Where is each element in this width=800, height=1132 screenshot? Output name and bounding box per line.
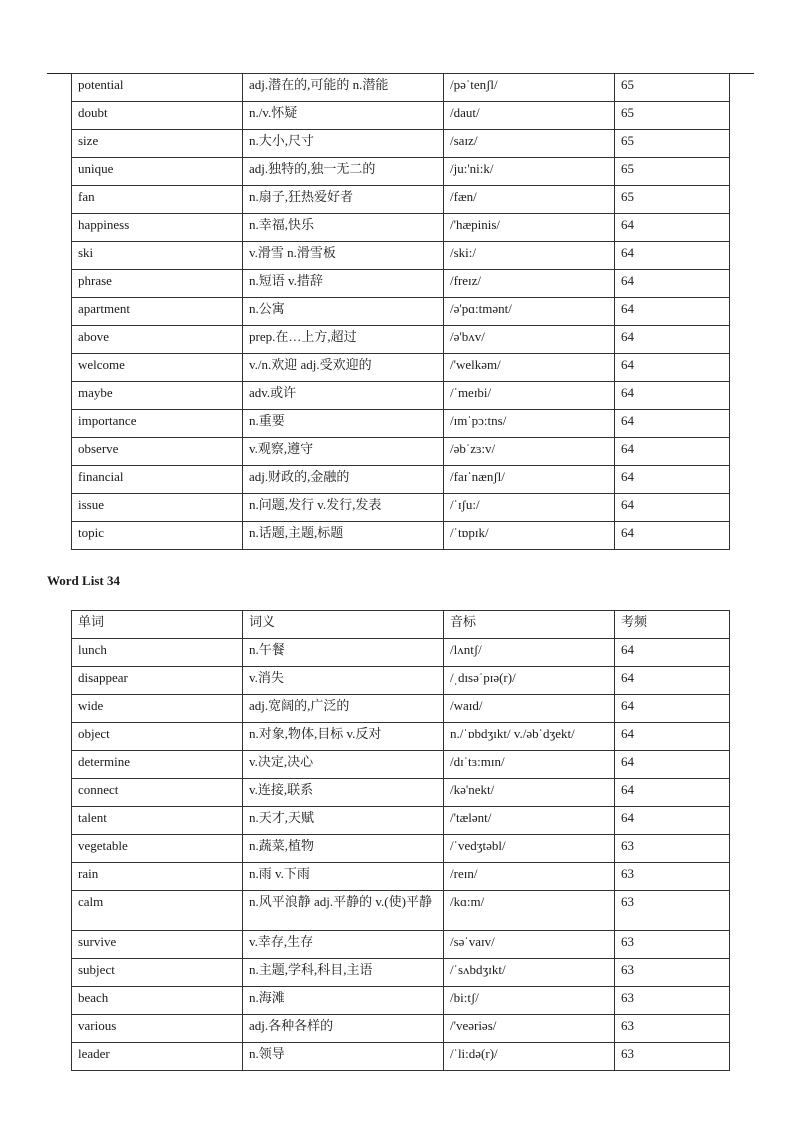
vocab-table-2	[71, 610, 730, 1071]
cell-meaning: n.午餐	[243, 639, 444, 667]
cell-phonetic: /saɪz/	[444, 130, 615, 158]
cell-phonetic: /kə'nekt/	[444, 779, 615, 807]
table-row	[72, 466, 730, 494]
table-row	[72, 102, 730, 130]
cell-word: talent	[72, 807, 243, 835]
cell-word: leader	[72, 1043, 243, 1071]
table-row	[72, 298, 730, 326]
cell-phonetic: n./ˈɒbdʒɪkt/ v./əbˈdʒekt/	[444, 723, 615, 751]
cell-meaning: n.幸福,快乐	[243, 214, 444, 242]
cell-freq: 64	[615, 326, 730, 354]
table-row	[72, 382, 730, 410]
cell-freq: 64	[615, 751, 730, 779]
cell-meaning: adj.财政的,金融的	[243, 466, 444, 494]
cell-meaning: adj.独特的,独一无二的	[243, 158, 444, 186]
cell-freq: 64	[615, 410, 730, 438]
cell-word: happiness	[72, 214, 243, 242]
cell-meaning: prep.在…上方,超过	[243, 326, 444, 354]
table-row	[72, 723, 730, 751]
cell-phonetic: /ˌdɪsəˈpɪə(r)/	[444, 667, 615, 695]
cell-meaning: v.决定,决心	[243, 751, 444, 779]
cell-phonetic: /ə'bʌv/	[444, 326, 615, 354]
cell-word: unique	[72, 158, 243, 186]
cell-word: disappear	[72, 667, 243, 695]
table-row	[72, 354, 730, 382]
cell-word: rain	[72, 863, 243, 891]
cell-word: topic	[72, 522, 243, 550]
cell-phonetic: /ˈmeɪbi/	[444, 382, 615, 410]
cell-freq: 65	[615, 74, 730, 102]
cell-freq: 63	[615, 835, 730, 863]
cell-meaning: n.问题,发行 v.发行,发表	[243, 494, 444, 522]
cell-word: financial	[72, 466, 243, 494]
table-header-row	[72, 611, 730, 639]
vocab-table-1	[71, 73, 730, 550]
cell-phonetic: /pəˈtenʃl/	[444, 74, 615, 102]
cell-meaning: n.扇子,狂热爱好者	[243, 186, 444, 214]
cell-word: calm	[72, 891, 243, 931]
cell-word: issue	[72, 494, 243, 522]
cell-freq: 64	[615, 494, 730, 522]
cell-freq: 64	[615, 522, 730, 550]
cell-word: connect	[72, 779, 243, 807]
vocab-table-1-body	[72, 74, 730, 550]
table-row	[72, 959, 730, 987]
cell-freq: 63	[615, 931, 730, 959]
cell-phonetic: /ˈtɒpɪk/	[444, 522, 615, 550]
cell-phonetic: /kɑ:m/	[444, 891, 615, 931]
cell-phonetic: /ɪmˈpɔ:tns/	[444, 410, 615, 438]
cell-phonetic: /faɪˈnænʃl/	[444, 466, 615, 494]
cell-word: size	[72, 130, 243, 158]
cell-word: subject	[72, 959, 243, 987]
cell-meaning: n.大小,尺寸	[243, 130, 444, 158]
cell-word: phrase	[72, 270, 243, 298]
cell-meaning: v.幸存,生存	[243, 931, 444, 959]
cell-meaning: n.公寓	[243, 298, 444, 326]
table-row	[72, 751, 730, 779]
cell-meaning: n.雨 v.下雨	[243, 863, 444, 891]
cell-meaning: n.天才,天赋	[243, 807, 444, 835]
cell-meaning: adv.或许	[243, 382, 444, 410]
cell-word: apartment	[72, 298, 243, 326]
cell-freq: 64	[615, 667, 730, 695]
cell-phonetic: /lʌntʃ/	[444, 639, 615, 667]
cell-meaning: n.领导	[243, 1043, 444, 1071]
cell-freq: 63	[615, 959, 730, 987]
cell-word: wide	[72, 695, 243, 723]
cell-phonetic: /ˈli:də(r)/	[444, 1043, 615, 1071]
table-row	[72, 891, 730, 931]
cell-word: maybe	[72, 382, 243, 410]
cell-meaning: n.对象,物体,目标 v.反对	[243, 723, 444, 751]
table-row	[72, 242, 730, 270]
cell-meaning: v./n.欢迎 adj.受欢迎的	[243, 354, 444, 382]
cell-freq: 64	[615, 438, 730, 466]
cell-word: importance	[72, 410, 243, 438]
cell-freq: 63	[615, 891, 730, 931]
cell-word: above	[72, 326, 243, 354]
cell-meaning: v.连接,联系	[243, 779, 444, 807]
table-row	[72, 186, 730, 214]
table-row	[72, 494, 730, 522]
cell-freq: 64	[615, 270, 730, 298]
table-row	[72, 779, 730, 807]
vocab-table-2-body	[72, 611, 730, 1071]
table-row	[72, 695, 730, 723]
table-row	[72, 931, 730, 959]
cell-phonetic: /'veəriəs/	[444, 1015, 615, 1043]
table-row	[72, 270, 730, 298]
cell-meaning: n.主题,学科,科目,主语	[243, 959, 444, 987]
cell-word: ski	[72, 242, 243, 270]
cell-freq: 64	[615, 807, 730, 835]
cell-meaning: v.消失	[243, 667, 444, 695]
cell-phonetic: /waɪd/	[444, 695, 615, 723]
cell-phonetic: /səˈvaɪv/	[444, 931, 615, 959]
cell-phonetic: /'tælənt/	[444, 807, 615, 835]
cell-word: welcome	[72, 354, 243, 382]
table-row	[72, 74, 730, 102]
table-row	[72, 438, 730, 466]
cell-phonetic: /bi:tʃ/	[444, 987, 615, 1015]
cell-phonetic: /ju:'ni:k/	[444, 158, 615, 186]
cell-meaning: adj.潜在的,可能的 n.潜能	[243, 74, 444, 102]
cell-word: various	[72, 1015, 243, 1043]
cell-freq: 65	[615, 158, 730, 186]
table-row	[72, 158, 730, 186]
cell-word: fan	[72, 186, 243, 214]
table-row	[72, 863, 730, 891]
cell-phonetic: /reɪn/	[444, 863, 615, 891]
cell-freq: 64	[615, 242, 730, 270]
table-row	[72, 667, 730, 695]
table-row	[72, 807, 730, 835]
cell-freq: 64	[615, 354, 730, 382]
cell-phonetic: /əbˈzɜ:v/	[444, 438, 615, 466]
cell-freq: 63	[615, 863, 730, 891]
table-row	[72, 639, 730, 667]
cell-freq: 63	[615, 987, 730, 1015]
cell-meaning: n.短语 v.措辞	[243, 270, 444, 298]
cell-freq: 64	[615, 214, 730, 242]
cell-freq: 64	[615, 298, 730, 326]
header-word: 单词	[72, 611, 243, 639]
cell-freq: 65	[615, 130, 730, 158]
cell-phonetic: /ˈsʌbdʒɪkt/	[444, 959, 615, 987]
cell-meaning: n.蔬菜,植物	[243, 835, 444, 863]
cell-phonetic: /ə'pɑ:tmənt/	[444, 298, 615, 326]
cell-meaning: n.重要	[243, 410, 444, 438]
cell-phonetic: /ˈvedʒtəbl/	[444, 835, 615, 863]
cell-phonetic: /'hæpinis/	[444, 214, 615, 242]
cell-meaning: n.海滩	[243, 987, 444, 1015]
cell-word: lunch	[72, 639, 243, 667]
cell-phonetic: /freɪz/	[444, 270, 615, 298]
table-row	[72, 214, 730, 242]
cell-meaning: n./v.怀疑	[243, 102, 444, 130]
table-row	[72, 410, 730, 438]
table-row	[72, 130, 730, 158]
cell-freq: 64	[615, 695, 730, 723]
table-row	[72, 522, 730, 550]
cell-freq: 65	[615, 102, 730, 130]
cell-phonetic: /fæn/	[444, 186, 615, 214]
cell-meaning: adj.宽阔的,广泛的	[243, 695, 444, 723]
cell-word: vegetable	[72, 835, 243, 863]
cell-word: doubt	[72, 102, 243, 130]
table-row	[72, 326, 730, 354]
word-list-title: Word List 34	[47, 573, 120, 588]
table-row	[72, 835, 730, 863]
header-freq: 考频	[615, 611, 730, 639]
header-meaning: 词义	[243, 611, 444, 639]
cell-meaning: n.风平浪静 adj.平静的 v.(使)平静	[243, 891, 444, 931]
cell-freq: 64	[615, 723, 730, 751]
cell-freq: 64	[615, 779, 730, 807]
cell-freq: 65	[615, 186, 730, 214]
cell-word: beach	[72, 987, 243, 1015]
cell-phonetic: /daut/	[444, 102, 615, 130]
cell-word: potential	[72, 74, 243, 102]
cell-phonetic: /'welkəm/	[444, 354, 615, 382]
cell-freq: 63	[615, 1043, 730, 1071]
table-row	[72, 1043, 730, 1071]
table-row	[72, 1015, 730, 1043]
cell-word: survive	[72, 931, 243, 959]
cell-meaning: v.滑雪 n.滑雪板	[243, 242, 444, 270]
cell-phonetic: /dɪˈtɜ:mɪn/	[444, 751, 615, 779]
cell-freq: 63	[615, 1015, 730, 1043]
cell-meaning: v.观察,遵守	[243, 438, 444, 466]
cell-meaning: n.话题,主题,标题	[243, 522, 444, 550]
cell-phonetic: /ˈɪʃu:/	[444, 494, 615, 522]
cell-meaning: adj.各种各样的	[243, 1015, 444, 1043]
cell-word: object	[72, 723, 243, 751]
header-phonetic: 音标	[444, 611, 615, 639]
cell-freq: 64	[615, 382, 730, 410]
cell-word: observe	[72, 438, 243, 466]
table-row	[72, 987, 730, 1015]
cell-freq: 64	[615, 639, 730, 667]
cell-word: determine	[72, 751, 243, 779]
cell-freq: 64	[615, 466, 730, 494]
cell-phonetic: /ski:/	[444, 242, 615, 270]
